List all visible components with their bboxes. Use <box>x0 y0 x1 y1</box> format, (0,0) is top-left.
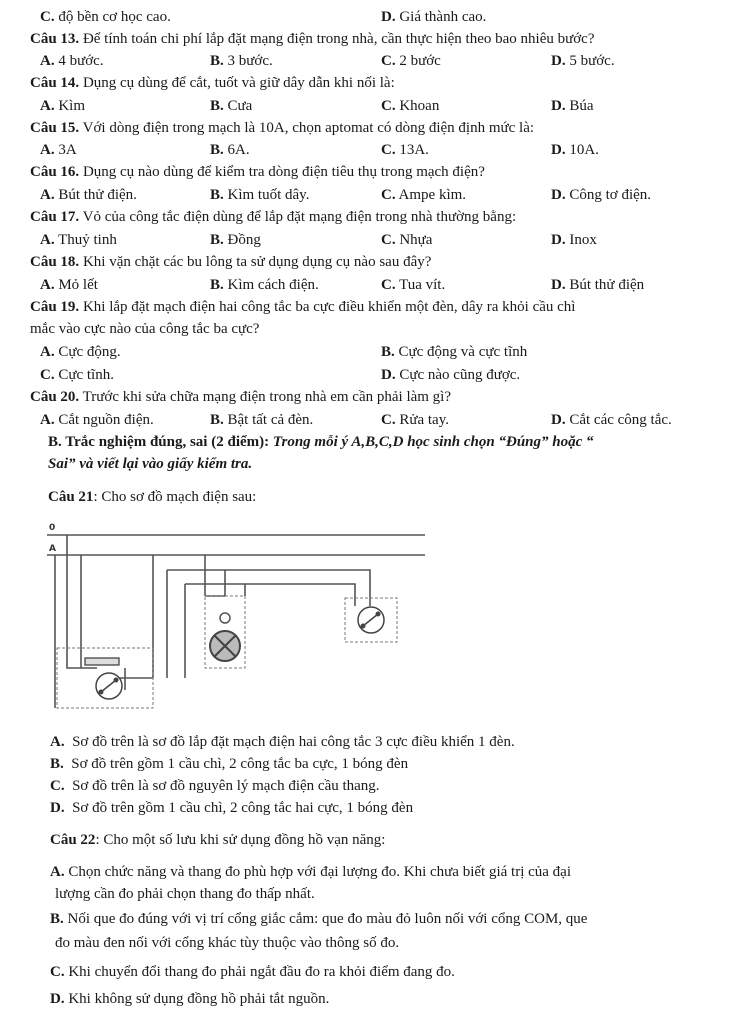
question-19: Câu 19. Khi lắp đặt mạch điện hai công tắc ba cực điều khiển một đèn, dây ra khỏi cầu chì <box>30 299 576 315</box>
q19-option-c: C. Cực tĩnh. <box>40 367 114 383</box>
q18-option-c: C. Tua vít. <box>381 277 446 293</box>
q15-option-d: D. 10A. <box>551 142 599 158</box>
question-20: Câu 20. Trước khi sửa chữa mạng điện trong nhà em cần phải làm gì? <box>30 389 452 405</box>
q21-item-d: D. Sơ đồ trên gồm 1 cầu chì, 2 công tắc hai cực, 1 bóng đèn <box>50 800 414 816</box>
question-18: Câu 18. Khi vặn chặt các bu lông ta sử dụng dụng cụ nào sau đây? <box>30 254 432 270</box>
question-13: Câu 13. Để tính toán chi phí lắp đặt mạng điện trong nhà, cần thực hiện theo bao nhiêu bước? <box>30 31 595 47</box>
q17-option-a: A. Thuỷ tinh <box>40 232 117 248</box>
q22-item-a-cont: lượng cần đo phải chọn thang đo thấp nhất. <box>55 886 315 902</box>
q21-item-c: C. Sơ đồ trên là sơ đồ nguyên lý mạch điện cầu thang. <box>50 778 380 794</box>
q19-option-d: D. Cực nào cũng được. <box>381 367 521 383</box>
q22-item-b: B. Nối que đo đúng với vị trí cổng giắc cắm: que đo màu đỏ luôn nối với cổng COM, que <box>50 911 588 927</box>
q20-option-b: B. Bật tất cả đèn. <box>210 412 314 428</box>
question-16: Câu 16. Dụng cụ nào dùng để kiểm tra dòng điện tiêu thụ trong mạch điện? <box>30 164 485 180</box>
fuse-icon <box>85 658 119 665</box>
question-19-cont: mắc vào cực nào của công tắc ba cực? <box>30 321 260 337</box>
q15-option-b: B. 6A. <box>210 142 250 158</box>
q17-option-c: C. Nhựa <box>381 232 433 248</box>
question-21: Câu 21: Cho sơ đồ mạch điện sau: <box>48 489 257 505</box>
q21-item-a: A. Sơ đồ trên là sơ đồ lắp đặt mạch điện hai công tắc 3 cực điều khiển 1 đèn. <box>50 734 515 750</box>
question-15: Câu 15. Với dòng điện trong mạch là 10A, chọn aptomat có dòng điện định mức là: <box>30 120 535 136</box>
q14-option-b: B. Cưa <box>210 98 253 114</box>
three-way-switch-2-icon <box>358 607 384 633</box>
q13-option-a: A. 4 bước. <box>40 53 104 69</box>
q19-option-a: A. Cực động. <box>40 344 121 360</box>
q14-option-c: C. Khoan <box>381 98 440 114</box>
section-b-heading-cont: Sai” và viết lại vào giấy kiểm tra. <box>48 456 253 472</box>
q14-option-a: A. Kìm <box>40 98 86 114</box>
neutral-label: 0 <box>49 523 56 533</box>
q13-option-c: C. 2 bước <box>381 53 441 69</box>
q22-item-c: C. Khi chuyển đổi thang đo phải ngắt đầu đo ra khỏi điểm đang đo. <box>50 964 455 980</box>
q20-option-d: D. Cắt các công tắc. <box>551 412 672 428</box>
q20-option-a: A. Cắt nguồn điện. <box>40 412 154 428</box>
question-22: Câu 22: Cho một số lưu khi sử dụng đồng hồ vạn năng: <box>50 832 386 848</box>
three-way-switch-1-icon <box>96 673 122 699</box>
lamp-icon <box>210 631 240 661</box>
q18-option-a: A. Mỏ lết <box>40 277 98 293</box>
top-option-d: D. Giá thành cao. <box>381 9 487 25</box>
q16-option-a: A. Bút thử điện. <box>40 187 137 203</box>
q15-option-c: C. 13A. <box>381 142 429 158</box>
q22-item-d: D. Khi không sử dụng đồng hồ phải tắt nguồn. <box>50 991 330 1007</box>
question-17: Câu 17. Vỏ của công tắc điện dùng để lắp đặt mạng điện trong nhà thường bằng: <box>30 209 517 225</box>
q19-option-b: B. Cực động và cực tĩnh <box>381 344 528 360</box>
q15-option-a: A. 3A <box>40 142 77 158</box>
q13-option-d: D. 5 bước. <box>551 53 615 69</box>
top-option-c: C. độ bền cơ học cao. <box>40 9 171 25</box>
q18-option-b: B. Kìm cách điện. <box>210 277 319 293</box>
q16-option-c: C. Ampe kìm. <box>381 187 467 203</box>
section-b-heading: B. Trắc nghiệm đúng, sai (2 điểm): Trong mỗi ý A,B,C,D học sinh chọn “Đúng” hoặc “ <box>48 434 594 450</box>
phase-label: A <box>49 544 56 554</box>
q21-item-b: B. Sơ đồ trên gồm 1 cầu chì, 2 công tắc ba cực, 1 bóng đèn <box>50 756 409 772</box>
q20-option-c: C. Rửa tay. <box>381 412 449 428</box>
q16-option-b: B. Kìm tuốt dây. <box>210 187 310 203</box>
lamp-terminal <box>220 613 230 623</box>
q17-option-d: D. Inox <box>551 232 597 248</box>
q16-option-d: D. Công tơ điện. <box>551 187 652 203</box>
q13-option-b: B. 3 bước. <box>210 53 273 69</box>
circuit-diagram <box>45 518 425 718</box>
q18-option-d: D. Bút thử điện <box>551 277 645 293</box>
q14-option-d: D. Búa <box>551 98 594 114</box>
question-14: Câu 14. Dụng cụ dùng để cắt, tuốt và giữ dây dẫn khi nối là: <box>30 75 395 91</box>
q17-option-b: B. Đồng <box>210 232 261 248</box>
q22-item-a: A. Chọn chức năng và thang đo phù hợp với đại lượng đo. Khi chưa biết giá trị của đại <box>50 864 572 880</box>
q22-item-b-cont: đo màu đen nối với cổng khác tùy thuộc vào thông số đo. <box>55 935 400 951</box>
